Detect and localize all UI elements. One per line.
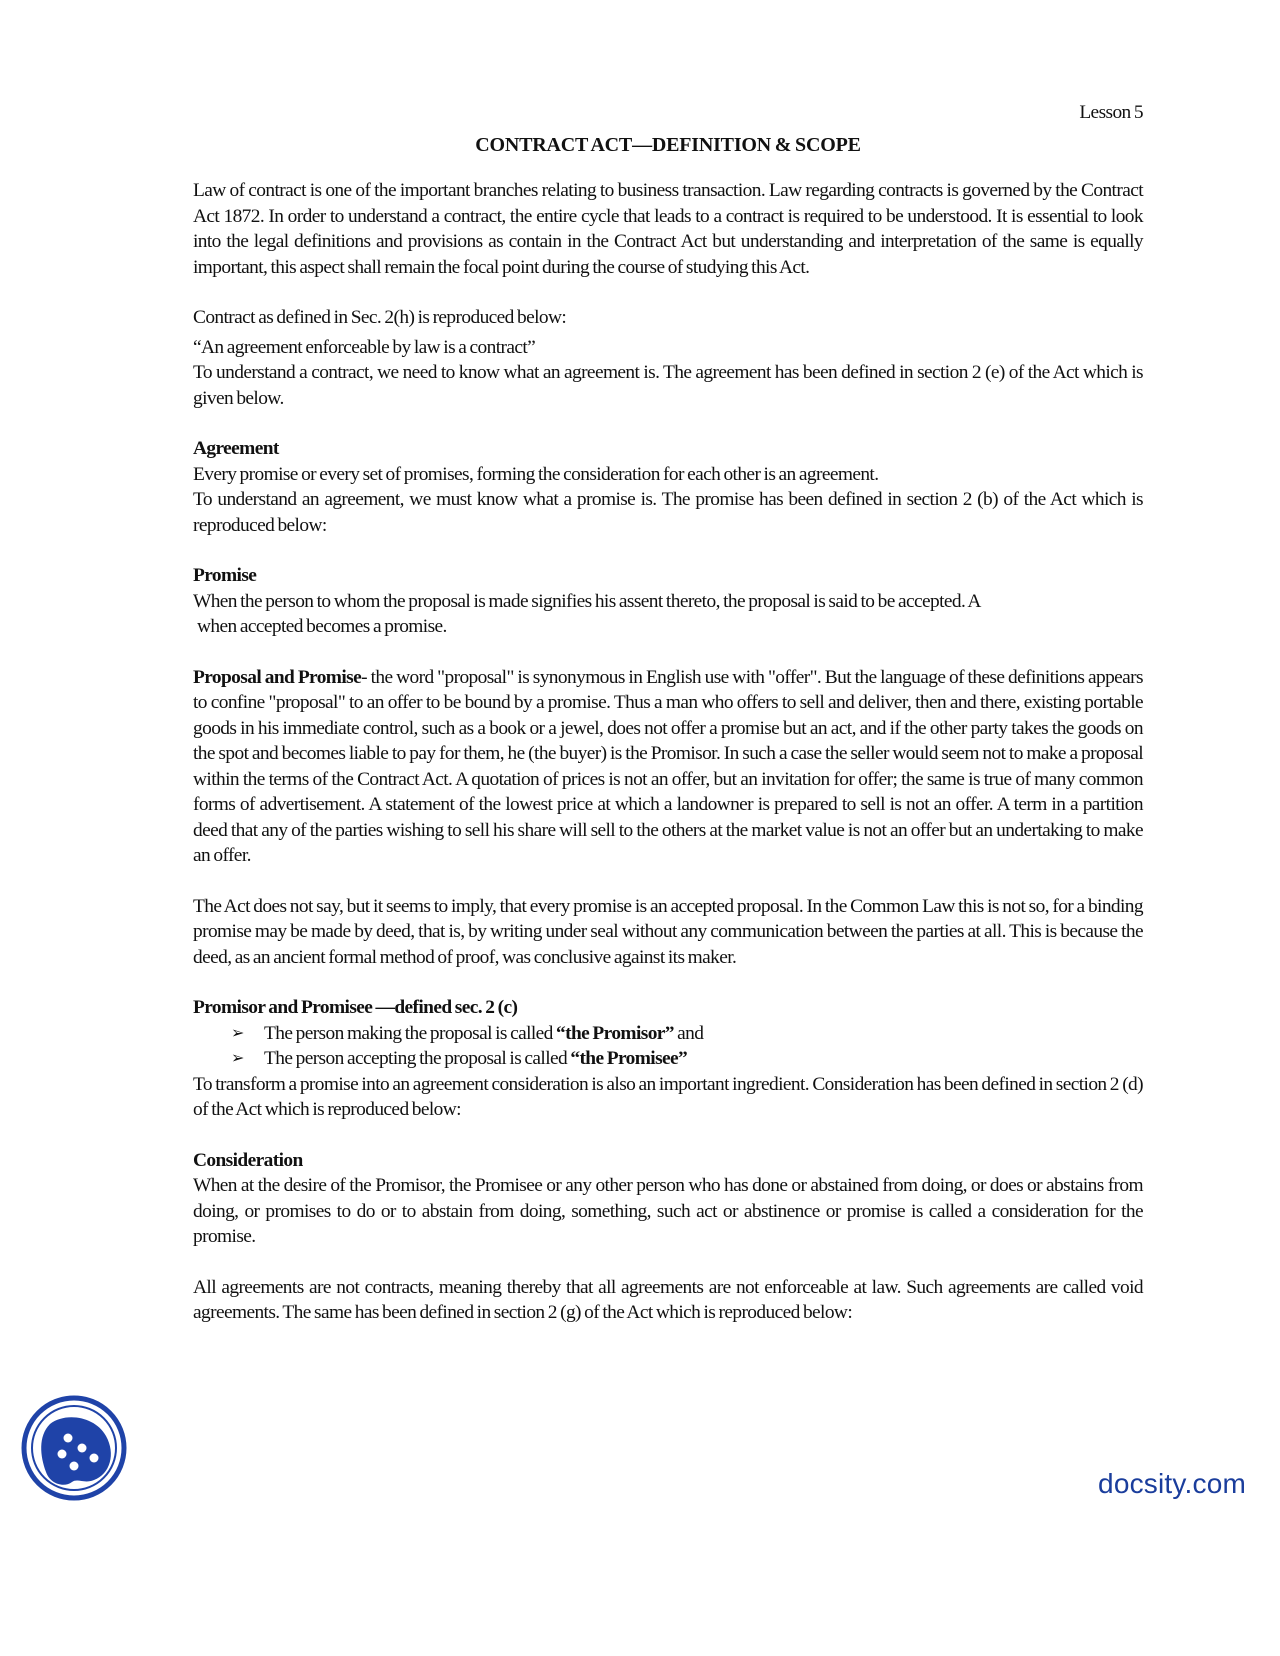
agreement-follow: To understand an agreement, we must know what a promise is. The promise has been defined in section 2 (b) of the Act which is reproduced below: bbox=[193, 489, 1143, 536]
bullet-text: The person accepting the proposal is called bbox=[264, 1048, 571, 1069]
arrow-bullet-icon: ➢ bbox=[231, 1050, 244, 1067]
proposal-heading: Proposal and Promise bbox=[193, 666, 362, 688]
void-agreements-paragraph: All agreements are not contracts, meaning thereby that all agreements are not enforceable at law. Such agreements are called void agreements. The same has been defined in section 2 (g) of the Act which is reproduced below: bbox=[193, 1276, 1143, 1323]
consideration-definition: When at the desire of the Promisor, the Promisee or any other person who has done or abstained from doing, or does or abstains from doing, or promises to do or to abstain from doing, something, such act or abstinence or promise is called a consideration for the promise. bbox=[193, 1175, 1143, 1247]
bullet-term: “the Promisee” bbox=[570, 1048, 688, 1069]
promisor-bullet-list bbox=[193, 1021, 1143, 1072]
promise-definition-cont: when accepted becomes a promise. bbox=[197, 616, 447, 637]
agreement-definition: Every promise or every set of promises, forming the consideration for each other is an agreement. bbox=[193, 463, 879, 485]
bullet-text: The person making the proposal is called bbox=[264, 1022, 557, 1044]
proposal-paragraph bbox=[193, 665, 1143, 869]
common-law-paragraph: The Act does not say, but it seems to imply, that every promise is an accepted proposal. In the Common Law this is not so, for a binding promise may be made by deed, that is, by writing under seal without any communication between the parties at all. This is because the deed, as an ancient formal method of proof, was conclusive against its maker. bbox=[193, 895, 1143, 968]
bullet-item-promisor bbox=[231, 1021, 1143, 1047]
promisor-heading: Promisor and Promisee —defined sec. 2 (c) bbox=[193, 997, 518, 1018]
promisor-follow: To transform a promise into an agreement consideration is also an important ingredient. Consideration has been defined in section 2 (d) of the Act which is reproduced below: bbox=[193, 1073, 1143, 1120]
contract-definition-follow: To understand a contract, we need to know what an agreement is. The agreement has been defined in section 2 (e) of the Act which is given below. bbox=[193, 362, 1143, 409]
contract-definition-quote: “An agreement enforceable by law is a contract” bbox=[193, 336, 536, 358]
document-page bbox=[193, 100, 1143, 1326]
bullet-item-promisee bbox=[231, 1046, 1143, 1072]
contract-definition-lead: Contract as defined in Sec. 2(h) is reproduced below: bbox=[193, 307, 567, 328]
agreement-heading: Agreement bbox=[193, 438, 279, 459]
lesson-label: Lesson 5 bbox=[1079, 102, 1143, 123]
intro-paragraph: Law of contract is one of the important branches relating to business transaction. Law regarding contracts is governed by the Contract Act 1872. In order to understand a contract, the entire cycle that leads to a contract is required to be understood. It is essential to look into the legal definitions and provisions as contain in the Contract Act but understanding and interpretation of the same is equally important, this aspect shall remain the focal point during the course of studying this Act. bbox=[193, 180, 1143, 278]
bullet-term: “the Promisor” bbox=[556, 1022, 674, 1044]
bullet-tail: and bbox=[673, 1022, 704, 1044]
document-title: CONTRACT ACT—DEFINITION & SCOPE bbox=[475, 133, 861, 156]
arrow-bullet-icon: ➢ bbox=[231, 1024, 244, 1042]
docsity-logo-icon[interactable] bbox=[20, 1394, 128, 1502]
proposal-text: - the word "proposal" is synonymous in English use with "offer". But the language of these definitions appears to confine "proposal" to an offer to be bound by a promise. Thus a man who offers to sell and deliver, then and there, existing portable goods in his immediate control, such as a book or a jewel, does not offer a promise but an act, and if the other party takes the goods on the spot and becomes liable to pay for them, he (the buyer) is the Promisor. In such a case the seller would seem not to make a proposal within the terms of the Contract Act. A quotation of prices is not an offer, but an invitation for offer; the same is true of many common forms of advertisement. A statement of the lowest price at which a landowner is prepared to sell is not an offer. A term in a partition deed that any of the parties wishing to sell his share will sell to the others at the market value is not an offer but an undertaking to make an offer. bbox=[193, 666, 1143, 866]
promise-heading: Promise bbox=[193, 565, 257, 586]
consideration-heading: Consideration bbox=[193, 1149, 303, 1171]
docsity-brand-link[interactable]: docsity.com bbox=[1098, 1468, 1246, 1499]
promise-definition: When the person to whom the proposal is made signifies his assent thereto, the proposal is said to be accepted. A bbox=[193, 590, 981, 612]
